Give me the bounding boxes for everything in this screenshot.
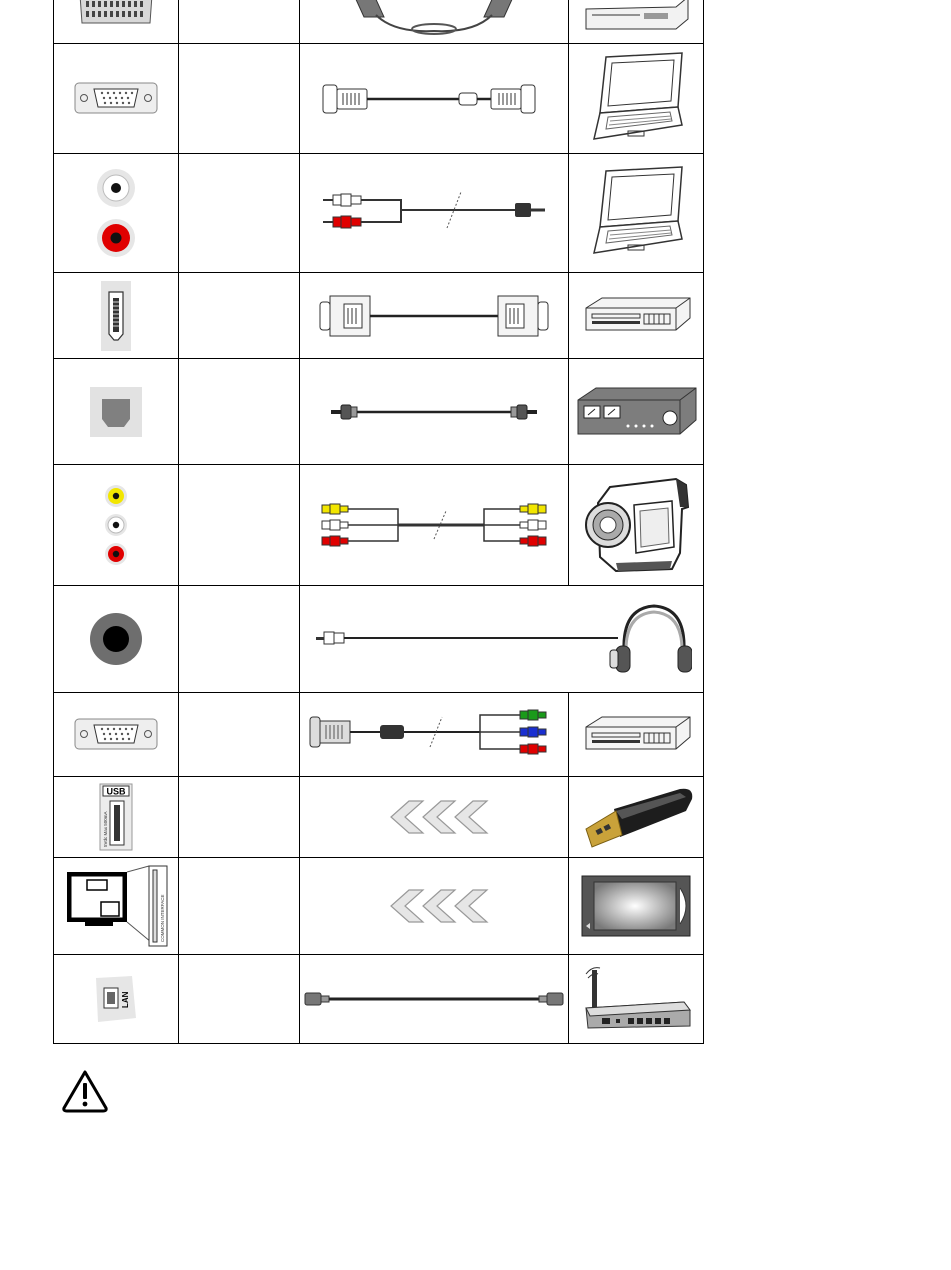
insert-arrows-icon [379, 799, 489, 835]
laptop-icon [584, 51, 688, 147]
device-cell [569, 693, 704, 777]
port-cell [54, 359, 179, 465]
hdmi-cable-icon [316, 290, 552, 342]
usb-stick-icon [576, 785, 696, 849]
device-cell [569, 154, 704, 273]
cable-cell [300, 273, 569, 359]
ethernet-cable-icon [303, 989, 565, 1009]
label-cell [179, 359, 300, 465]
ci-side-text: COMMON INTERFACE [160, 894, 165, 942]
table-row-spdif [54, 359, 704, 465]
table-row-ypbpr [54, 693, 704, 777]
connections-table [53, 0, 704, 1044]
device-cell [569, 273, 704, 359]
table-row-ci [54, 858, 704, 955]
port-cell [54, 777, 179, 858]
av-socket-icon [101, 483, 131, 567]
table-row-scart [54, 0, 704, 44]
table-row-vga [54, 44, 704, 154]
headphones-icon [610, 606, 692, 672]
laptop-icon [584, 165, 688, 261]
device-cell [569, 359, 704, 465]
set-top-box-icon [580, 711, 692, 759]
label-cell [179, 858, 300, 955]
table-row-hdmi [54, 273, 704, 359]
set-top-box-icon [580, 292, 692, 340]
camcorder-icon [580, 473, 692, 577]
label-cell [179, 273, 300, 359]
optical-cable-icon [329, 400, 539, 424]
table-row-usb [54, 777, 704, 858]
usb-side-text: 5Vdc Max 500mA [103, 811, 108, 847]
cable-cell [300, 154, 569, 273]
hdmi-socket-icon [100, 280, 132, 352]
cable-cell [300, 858, 569, 955]
table-row-lan [54, 955, 704, 1044]
device-cell [569, 44, 704, 154]
label-cell [179, 154, 300, 273]
table-row-pc-audio [54, 154, 704, 273]
port-cell [54, 0, 179, 44]
table-row-av [54, 465, 704, 586]
port-cell [54, 44, 179, 154]
label-cell [179, 777, 300, 858]
cable-cell [300, 359, 569, 465]
label-cell [179, 44, 300, 154]
label-cell [179, 465, 300, 586]
cable-cell [300, 44, 569, 154]
device-cell [569, 465, 704, 586]
vga-socket-icon [74, 715, 158, 755]
cable-cell [300, 777, 569, 858]
usb-socket-icon [99, 783, 133, 851]
headphone-socket-icon [88, 611, 144, 667]
warning-triangle-icon [60, 1068, 110, 1114]
cable-cell [300, 0, 569, 44]
insert-arrows-icon [379, 888, 489, 924]
rca-to-jack-cable-icon [319, 188, 549, 238]
port-cell [54, 154, 179, 273]
vga-socket-icon [74, 79, 158, 119]
device-cell [569, 777, 704, 858]
headphone-cable-icon [312, 600, 692, 678]
table-row-headphone [54, 586, 704, 693]
device-cell [569, 858, 704, 955]
label-cell [179, 0, 300, 44]
port-cell [54, 465, 179, 586]
optical-socket-icon [88, 385, 144, 439]
device-cell [569, 955, 704, 1044]
port-cell [54, 693, 179, 777]
vga-to-component-cable-icon [306, 707, 562, 763]
ci-slot-icon [61, 862, 171, 950]
label-cell [179, 586, 300, 693]
rca-audio-socket-icon [91, 163, 141, 263]
set-top-box-icon [580, 0, 692, 43]
vga-cable-icon [319, 77, 549, 121]
scart-cable-icon [334, 0, 534, 43]
cable-cell [300, 465, 569, 586]
av-cable-icon [314, 501, 554, 549]
port-cell [54, 273, 179, 359]
lan-label: LAN [121, 991, 130, 1008]
cable-cell [300, 586, 704, 693]
amplifier-icon [574, 386, 698, 438]
router-icon [580, 964, 692, 1034]
cable-cell [300, 955, 569, 1044]
scart-socket-icon [66, 0, 166, 43]
cam-module-icon [580, 874, 692, 938]
cable-cell [300, 693, 569, 777]
port-cell [54, 586, 179, 693]
port-cell [54, 858, 179, 955]
port-cell [54, 955, 179, 1044]
device-cell [569, 0, 704, 44]
label-cell [179, 693, 300, 777]
usb-label: USB [106, 786, 126, 797]
label-cell [179, 955, 300, 1044]
lan-socket-icon [94, 974, 138, 1024]
